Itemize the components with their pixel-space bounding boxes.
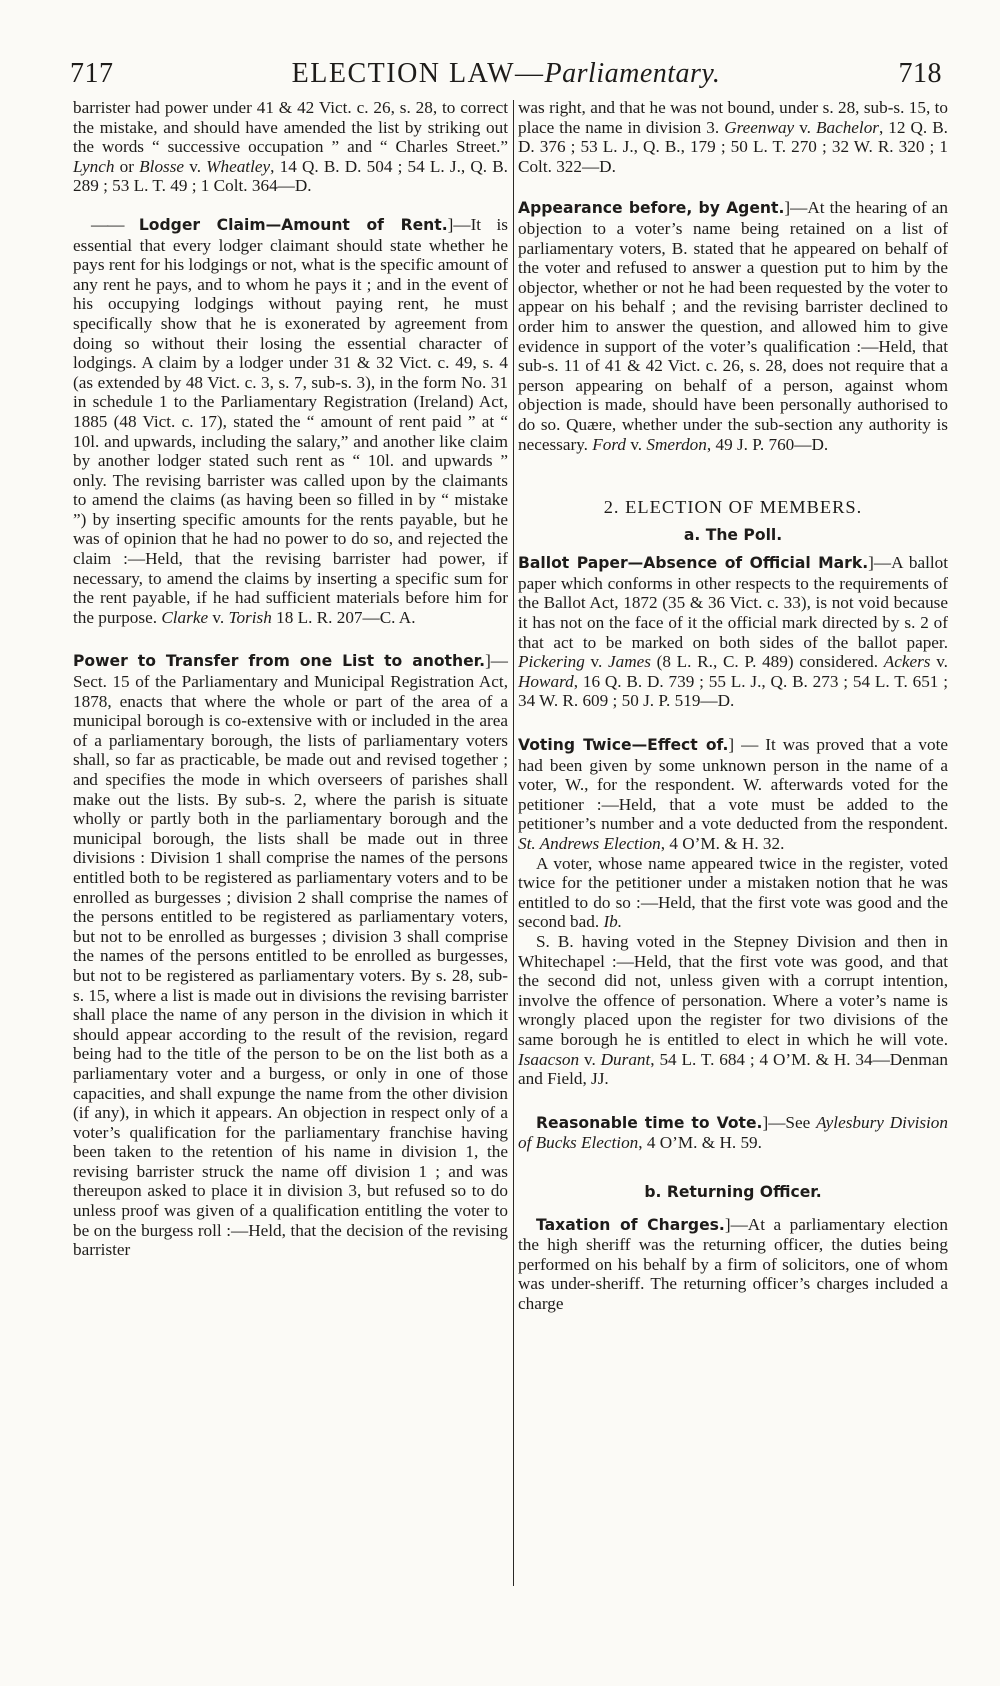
case-connector: v. xyxy=(794,117,816,137)
page-header xyxy=(70,58,942,98)
entry-ballot-paper xyxy=(518,553,948,711)
entry-text xyxy=(518,854,948,932)
citation: , 4 O’M. & H. 32. xyxy=(660,834,785,853)
citation: , 16 Q. B. D. 739 ; 55 L. J., Q. B. 273 ; 54 L. T. 651 ; 34 W. R. 609 ; 50 J. P. 519—D. xyxy=(518,671,948,711)
heading-bracket: ]— xyxy=(868,553,892,573)
case-connector: v. xyxy=(626,434,647,454)
citation: 18 L. R. 207—C. A. xyxy=(271,607,416,627)
entry-heading: Appearance before, by Agent. xyxy=(518,199,785,218)
entry-body: was right, and that he was not bound, under s. 28, sub-s. 15, to place the name in division 3. xyxy=(518,98,948,137)
case-name: Durant xyxy=(600,1049,651,1069)
case-connector: v. xyxy=(579,1049,601,1069)
case-name: Lynch xyxy=(73,156,115,176)
left-column xyxy=(73,98,508,1279)
entry-heading: Voting Twice—Effect of. xyxy=(518,736,729,755)
case-name: Aylesbury Division of Bucks Election xyxy=(518,1112,948,1153)
entry-text xyxy=(518,1113,948,1153)
page-number-left: 717 xyxy=(70,58,114,89)
running-title-main: ELECTION LAW— xyxy=(291,58,545,89)
entry-body: A voter, whose name appeared twice in the register, voted twice for the petitioner under a mistaken notion that he was entitled to do so :—Held, that the first vote was good and the second bad. xyxy=(518,853,948,932)
entry-voting-twice xyxy=(518,735,948,1089)
right-column xyxy=(518,98,948,1332)
repeat-dash: —— xyxy=(91,214,124,234)
case-name: Pickering xyxy=(518,652,585,672)
entry-body: A ballot paper which conforms in other respects to the requirements of the Ballot Act, 1872 (35 & 36 Vict. c. 33), is not void because it has not on the face of it the official mark directed by s. 2 of that act to be marked on both sides of the ballot paper. xyxy=(518,553,948,652)
entry-body: Sect. 15 of the Parliamentary and Municipal Registration Act, 1878, enacts that where the whole or part of the area of a municipal borough is co-extensive with or included in the area of a parliamentary borough, the lists of parliamentary voters shall, so far as practicable, be made out and revised together ; and specifies the mode in which overseers of parishes shall make out the lists. By sub-s. 2, where the parish is situate wholly or partly both in the parliamentary borough and the municipal borough, the lists shall be made out in three divisions : Division 1 shall comprise the names of the persons entitled both to be registered as parliamentary voters and to be enrolled as burgesses ; division 2 shall comprise the names of the persons entitled to be registered as parliamentary voters, but not to be enrolled as burgesses ; division 3 shall comprise the names of the persons entitled to be enrolled as burgesses, but not to be registered as parliamentary voters. By s. 28, sub-s. 15, where a list is made out in divisions the revising barrister shall place the name of any person in the division in which it should appear according to the result of the revision, regard being had to the title of the person to be on the list both as a parliamentary voter and a burgess, or only in one of those capacities, and shall expunge the name from the other division (if any), in which it appears. An objection in respect only of a voter’s qualification for the parliamentary franchise having been taken to the retention of his name in division 1, the revising barrister struck the name off division 1 ; and was thereupon asked to place it in division 3, but refused so to do unless proof was given of a qualification entitling the voter to be on the burgess roll :—Held, that the decision of the revising barrister xyxy=(73,672,508,1260)
case-name: Bachelor xyxy=(815,117,879,137)
case-connector: v. xyxy=(584,652,608,672)
section-title: 2. ELECTION OF MEMBERS. xyxy=(603,497,863,518)
case-name: Wheatley xyxy=(206,156,271,176)
entry-body: At a parliamentary election the high sheriff was the returning officer, the duties being performed on his behalf by a firm of solicitors, one of whom was under-sheriff. The returning officer’s charges included a charge xyxy=(518,1214,948,1313)
entry-appearance-by-agent xyxy=(518,198,948,454)
heading-bracket: ] — xyxy=(728,735,766,755)
case-name: Smerdon xyxy=(646,434,707,454)
entry-body: S. B. having voted in the Stepney Division and then in Whitechapel :—Held, that the first vote was good, and that the second did not, unless given with a corrupt intention, involve the offence of personation. Where a voter’s name is wrongly placed upon the register for two divisions of the same borough he is entitled to elect in which he will vote. xyxy=(518,931,948,1049)
heading-bracket: ]— xyxy=(784,198,808,218)
citation: , 4 O’M. & H. 59. xyxy=(638,1133,762,1153)
running-title xyxy=(70,58,942,90)
subsection-title: b. Returning Officer. xyxy=(644,1182,822,1201)
case-name: Clarke xyxy=(161,607,209,627)
case-connector: v. xyxy=(208,607,229,627)
case-name: Howard xyxy=(518,671,574,691)
page-number-right: 718 xyxy=(898,58,942,89)
entry-text xyxy=(518,932,948,1089)
entry-text xyxy=(518,735,948,854)
heading-bracket: ]— xyxy=(447,214,471,234)
column-divider xyxy=(513,100,514,1586)
case-name: St. Andrews Election xyxy=(518,834,661,853)
entry-heading: Lodger Claim—Amount of Rent. xyxy=(138,215,448,234)
entry-reasonable-time xyxy=(518,1113,948,1153)
entry-text xyxy=(518,1215,948,1314)
heading-bracket: ]— xyxy=(485,651,508,671)
entry-lodger-claim xyxy=(73,215,508,627)
citation: , 12 Q. B. D. 376 ; 53 L. J., Q. B., 179 ; 50 L. T. 270 ; 32 W. R. 320 ; 1 Colt. 322—D. xyxy=(518,117,948,176)
entry-continuation-right xyxy=(518,98,948,176)
entry-heading: Ballot Paper—Absence of Official Mark. xyxy=(518,554,869,573)
entry-body: barrister had power under 41 & 42 Vict. c. 26, s. 28, to correct the mistake, and should have amended the list by striking out the words “ successive occupation ” and “ Charles Street.” xyxy=(73,98,508,157)
entry-body: It was proved that a vote had been given by some unknown person in the name of a voter, W., for the respondent. W. afterwards voted for the petitioner :—Held, that a vote must be added to the petitioner’s number and a vote deducted from the respondent. xyxy=(518,735,948,834)
entry-text xyxy=(518,98,948,176)
case-connector: v. xyxy=(930,652,948,672)
citation: , 49 J. P. 760—D. xyxy=(706,434,829,454)
subsection-title: a. The Poll. xyxy=(683,525,783,544)
entry-text xyxy=(518,553,948,711)
running-title-italic: Parliamentary. xyxy=(544,58,721,89)
entry-text xyxy=(73,98,508,196)
case-name: Ackers xyxy=(883,652,931,672)
case-name: James xyxy=(608,652,651,672)
entry-text xyxy=(518,198,948,454)
citation: , 14 Q. B. D. 504 ; 54 L. J., Q. B. 289 ; 53 L. T. 49 ; 1 Colt. 364—D. xyxy=(73,156,508,196)
entry-text xyxy=(73,651,508,1259)
case-name: Torish xyxy=(228,607,272,627)
case-connector: v. xyxy=(184,156,207,176)
entry-power-to-transfer xyxy=(73,651,508,1259)
case-connector: or xyxy=(114,156,140,176)
case-name: Ib. xyxy=(603,912,623,932)
citation: (8 L. R., C. P. 489) considered. xyxy=(650,652,884,672)
heading-bracket: ]— xyxy=(724,1214,748,1234)
entry-heading: Taxation of Charges. xyxy=(536,1215,725,1234)
case-name: Greenway xyxy=(724,117,795,137)
entry-heading: Power to Transfer from one List to another. xyxy=(73,652,486,671)
case-name: Blosse xyxy=(139,156,185,176)
entry-body: At the hearing of an objection to a voter’s name being retained on a list of parliamentary voters, B. stated that he appeared on behalf of the voter and refused to answer a question put to him by the objector, whether or not he had been requested by the voter to appear on his behalf ; and the revising barrister declined to order him to answer the question, and allowed him to give evidence in support of the voter’s qualification :—Held, that sub-s. 11 of 41 & 42 Vict. c. 26, s. 28, does not require that a person appearing on behalf of a person, against whom objection is made, should have been personally authorised to do so. Quære, whether under the sub-section any authority is necessary. xyxy=(518,198,949,454)
heading-bracket: ]—See xyxy=(762,1112,817,1132)
entry-body: It is essential that every lodger claimant should state whether he pays rent for his lodgings or not, what is the specific amount of any rent he pays, and to whom he pays it ; and in the event of his occupying lodgings without paying rent, he must specifically show that he is exonerated by agreement from doing so without their losing the essential character of lodgings. A claim by a lodger under 31 & 32 Vict. c. 49, s. 4 (as extended by 48 Vict. c. 3, s. 7, sub-s. 3), in the form No. 31 in schedule 1 to the Parliamentary Registration (Ireland) Act, 1885 (48 Vict. c. 17), stated the “ amount of rent paid ” at “ 10l. and upwards, including the salary,” and another like claim by another lodger stated such rent as “ 10l. and upwards ” only. The revising barrister was called upon by the claimants to amend the claims (as having been so filled in by “ mistake ”) by inserting specific amounts for the rents payable, but he was of opinion that he had no power to do so, and rejected the claim :—Held, that the revising barrister had power, if necessary, to amend the claims by inserting a specific sum for the rent payable, if he had sufficient materials before him for the purpose. xyxy=(73,214,508,627)
case-name: Ford xyxy=(592,434,627,454)
entry-heading: Reasonable time to Vote. xyxy=(536,1113,763,1132)
entry-text xyxy=(73,215,508,627)
citation: , 54 L. T. 684 ; 4 O’M. & H. 34—Denman and Field, JJ. xyxy=(518,1049,948,1089)
entry-taxation-of-charges xyxy=(518,1215,948,1314)
entry-continuation-left xyxy=(73,98,508,196)
case-name: Isaacson xyxy=(518,1049,580,1069)
